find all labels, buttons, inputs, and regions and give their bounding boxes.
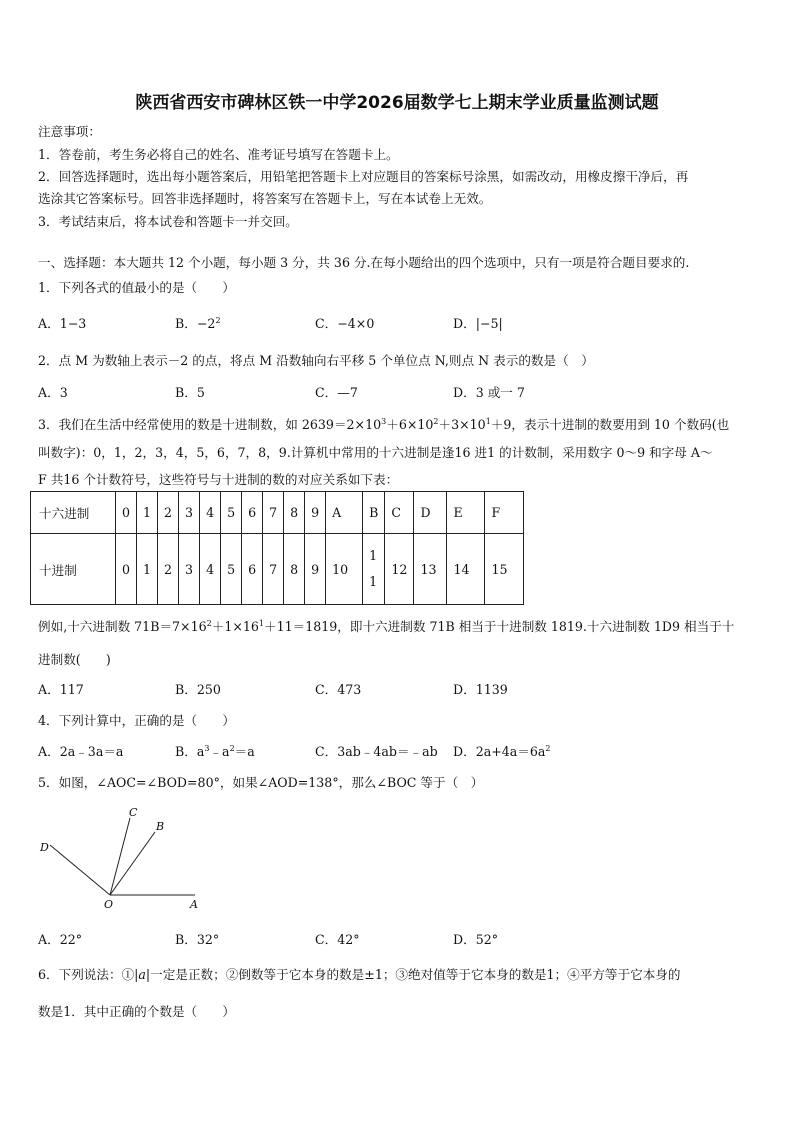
table-cell: E (447, 492, 485, 534)
page-title: 陕西省西安市碑林区铁一中学2026届数学七上期末学业质量监测试题 (135, 93, 659, 113)
table-cell: 10 (326, 534, 363, 605)
notice-item: 1．答卷前，考生务必将自己的姓名、准考证号填写在答题卡上。 (38, 147, 399, 162)
question-4-option-c: C．3ab﹣4ab＝﹣ab (315, 744, 438, 759)
question-4-option-a: A．2a﹣3a＝a (38, 744, 124, 759)
table-cell: 0 (116, 492, 137, 534)
table-cell: C (385, 492, 414, 534)
question-1-option-a: A．1−3 (38, 316, 87, 331)
table-row (31, 492, 524, 534)
ray-ob (110, 832, 155, 895)
question-2-option-d: D．3 或一 7 (453, 385, 525, 400)
table-cell: 15 (485, 534, 524, 605)
table-cell: 6 (242, 492, 263, 534)
question-1-option-d: D．|−5| (453, 316, 503, 331)
question-3-option-a: A．117 (38, 682, 84, 697)
notice-item: 2．回答选择题时，选出每小题答案后，用铅笔把答题卡上对应题目的答案标号涂黑，如需改动，用橡皮擦干净后，再 (38, 169, 689, 184)
question-3-example-line1: 例如,十六进制数 $71B=7\times 16^2+1\times 16^1+11=1819$，即十六进制数 71B 相当于十进制数 1819.十六进制数 1D9 相当于十 (38, 619, 735, 634)
notice-item: 选涂其它答案标号。回答非选择题时，将答案写在答题卡上，写在本试卷上无效。 (38, 191, 492, 206)
question-3-stem-line3: F 共16 个计数符号，这些符号与十进制的数的对应关系如下表： (38, 472, 399, 487)
table-cell: 5 (221, 492, 242, 534)
table-cell: 9 (305, 534, 326, 605)
table-row (31, 534, 524, 605)
table-cell: 2 (158, 534, 179, 605)
table-cell: 3 (179, 534, 200, 605)
question-2-option-b: B．5 (175, 385, 205, 400)
question-1-stem: 1．下列各式的值最小的是（ ） (38, 280, 235, 295)
question-2-option-a: A．3 (38, 385, 68, 400)
question-6-stem-line2: 数是1．其中正确的个数是（ ） (38, 1004, 235, 1019)
question-3-stem-line1: 3．我们在生活中经常使用的数是十进制数，如 $2639=2\times 10^3+6\times 10^2+3\times 10^1+9$，表示十进制的数要用到 10 个数码(也 (38, 417, 730, 432)
question-6-stem-line1: 6．下列说法：①|a|一定是正数；②倒数等于它本身的数是±1；③绝对值等于它本身的数是1；④平方等于它本身的 (38, 967, 681, 982)
table-cell: 7 (263, 534, 284, 605)
question-3-option-b: B．250 (175, 682, 221, 697)
table-row-header: 十六进制 (31, 492, 116, 534)
question-1-option-c: C．−4×0 (315, 316, 375, 331)
table-cell: 8 (284, 534, 305, 605)
table-cell: 4 (200, 492, 221, 534)
table-row-header: 十进制 (31, 534, 116, 605)
question-5-option-d: D．52° (453, 932, 499, 947)
table-cell: 8 (284, 492, 305, 534)
question-3-stem-line2: 叫数字)：0，1，2，3，4，5，6，7，8，9.计算机中常用的十六进制是逢16 进1 的计数制，采用数字 0～9 和字母 A～ (38, 445, 713, 460)
notice-heading: 注意事项： (38, 124, 101, 139)
hex-decimal-table (30, 491, 524, 605)
table-cell: F (485, 492, 524, 534)
notice-item: 3．考试结束后，将本试卷和答题卡一并交回。 (38, 214, 298, 229)
question-3-option-c: C．473 (315, 682, 362, 697)
table-cell: 1 (137, 492, 158, 534)
question-3-option-d: D．1139 (453, 682, 508, 697)
table-cell: A (326, 492, 363, 534)
table-cell: 4 (200, 534, 221, 605)
table-cell: 5 (221, 534, 242, 605)
angle-figure (35, 805, 210, 913)
table-cell: 2 (158, 492, 179, 534)
table-cell: 3 (179, 492, 200, 534)
table-cell: 9 (305, 492, 326, 534)
table-cell: 13 (414, 534, 447, 605)
question-2-stem: 2．点 M 为数轴上表示－2 的点，将点 M 沿数轴向右平移 5 个单位点 N,则点 N 表示的数是（ ） (38, 353, 594, 368)
label-c: C (129, 806, 138, 819)
ray-od (50, 845, 110, 895)
table-cell: 1 1 (363, 534, 385, 605)
table-cell: 14 (447, 534, 485, 605)
label-b: B (156, 820, 165, 833)
question-4-stem: 4．下列计算中，正确的是（ ） (38, 713, 235, 728)
table-cell: D (414, 492, 447, 534)
label-a: A (190, 898, 198, 911)
table-cell: 1 (137, 534, 158, 605)
label-d: D (40, 841, 49, 854)
question-5-option-b: B．32° (175, 932, 220, 947)
question-5-stem: 5．如图，∠AOC=∠BOD=80°，如果∠AOD=138°，那么∠BOC 等于（ ） (38, 775, 484, 790)
question-4-option-b: B．$a^3﹣a^2=a$ (175, 744, 255, 759)
question-4-option-d: D．$2a+4a=6a^2$ (453, 744, 551, 759)
table-cell: 12 (385, 534, 414, 605)
question-5-option-c: C．42° (315, 932, 360, 947)
table-cell: 7 (263, 492, 284, 534)
table-cell: 0 (116, 534, 137, 605)
question-2-option-c: C．—7 (315, 385, 358, 400)
question-3-example-line2: 进制数( ) (38, 652, 111, 667)
table-cell: 6 (242, 534, 263, 605)
label-o: O (104, 898, 114, 911)
section-heading: 一、选择题：本大题共 12 个小题，每小题 3 分，共 36 分.在每小题给出的四个选项中，只有一项是符合题目要求的. (38, 255, 690, 270)
table-cell: B (363, 492, 385, 534)
question-1-option-b: B．$-2^2$ (175, 316, 221, 331)
question-5-option-a: A．22° (38, 932, 83, 947)
ray-oc (110, 818, 130, 895)
